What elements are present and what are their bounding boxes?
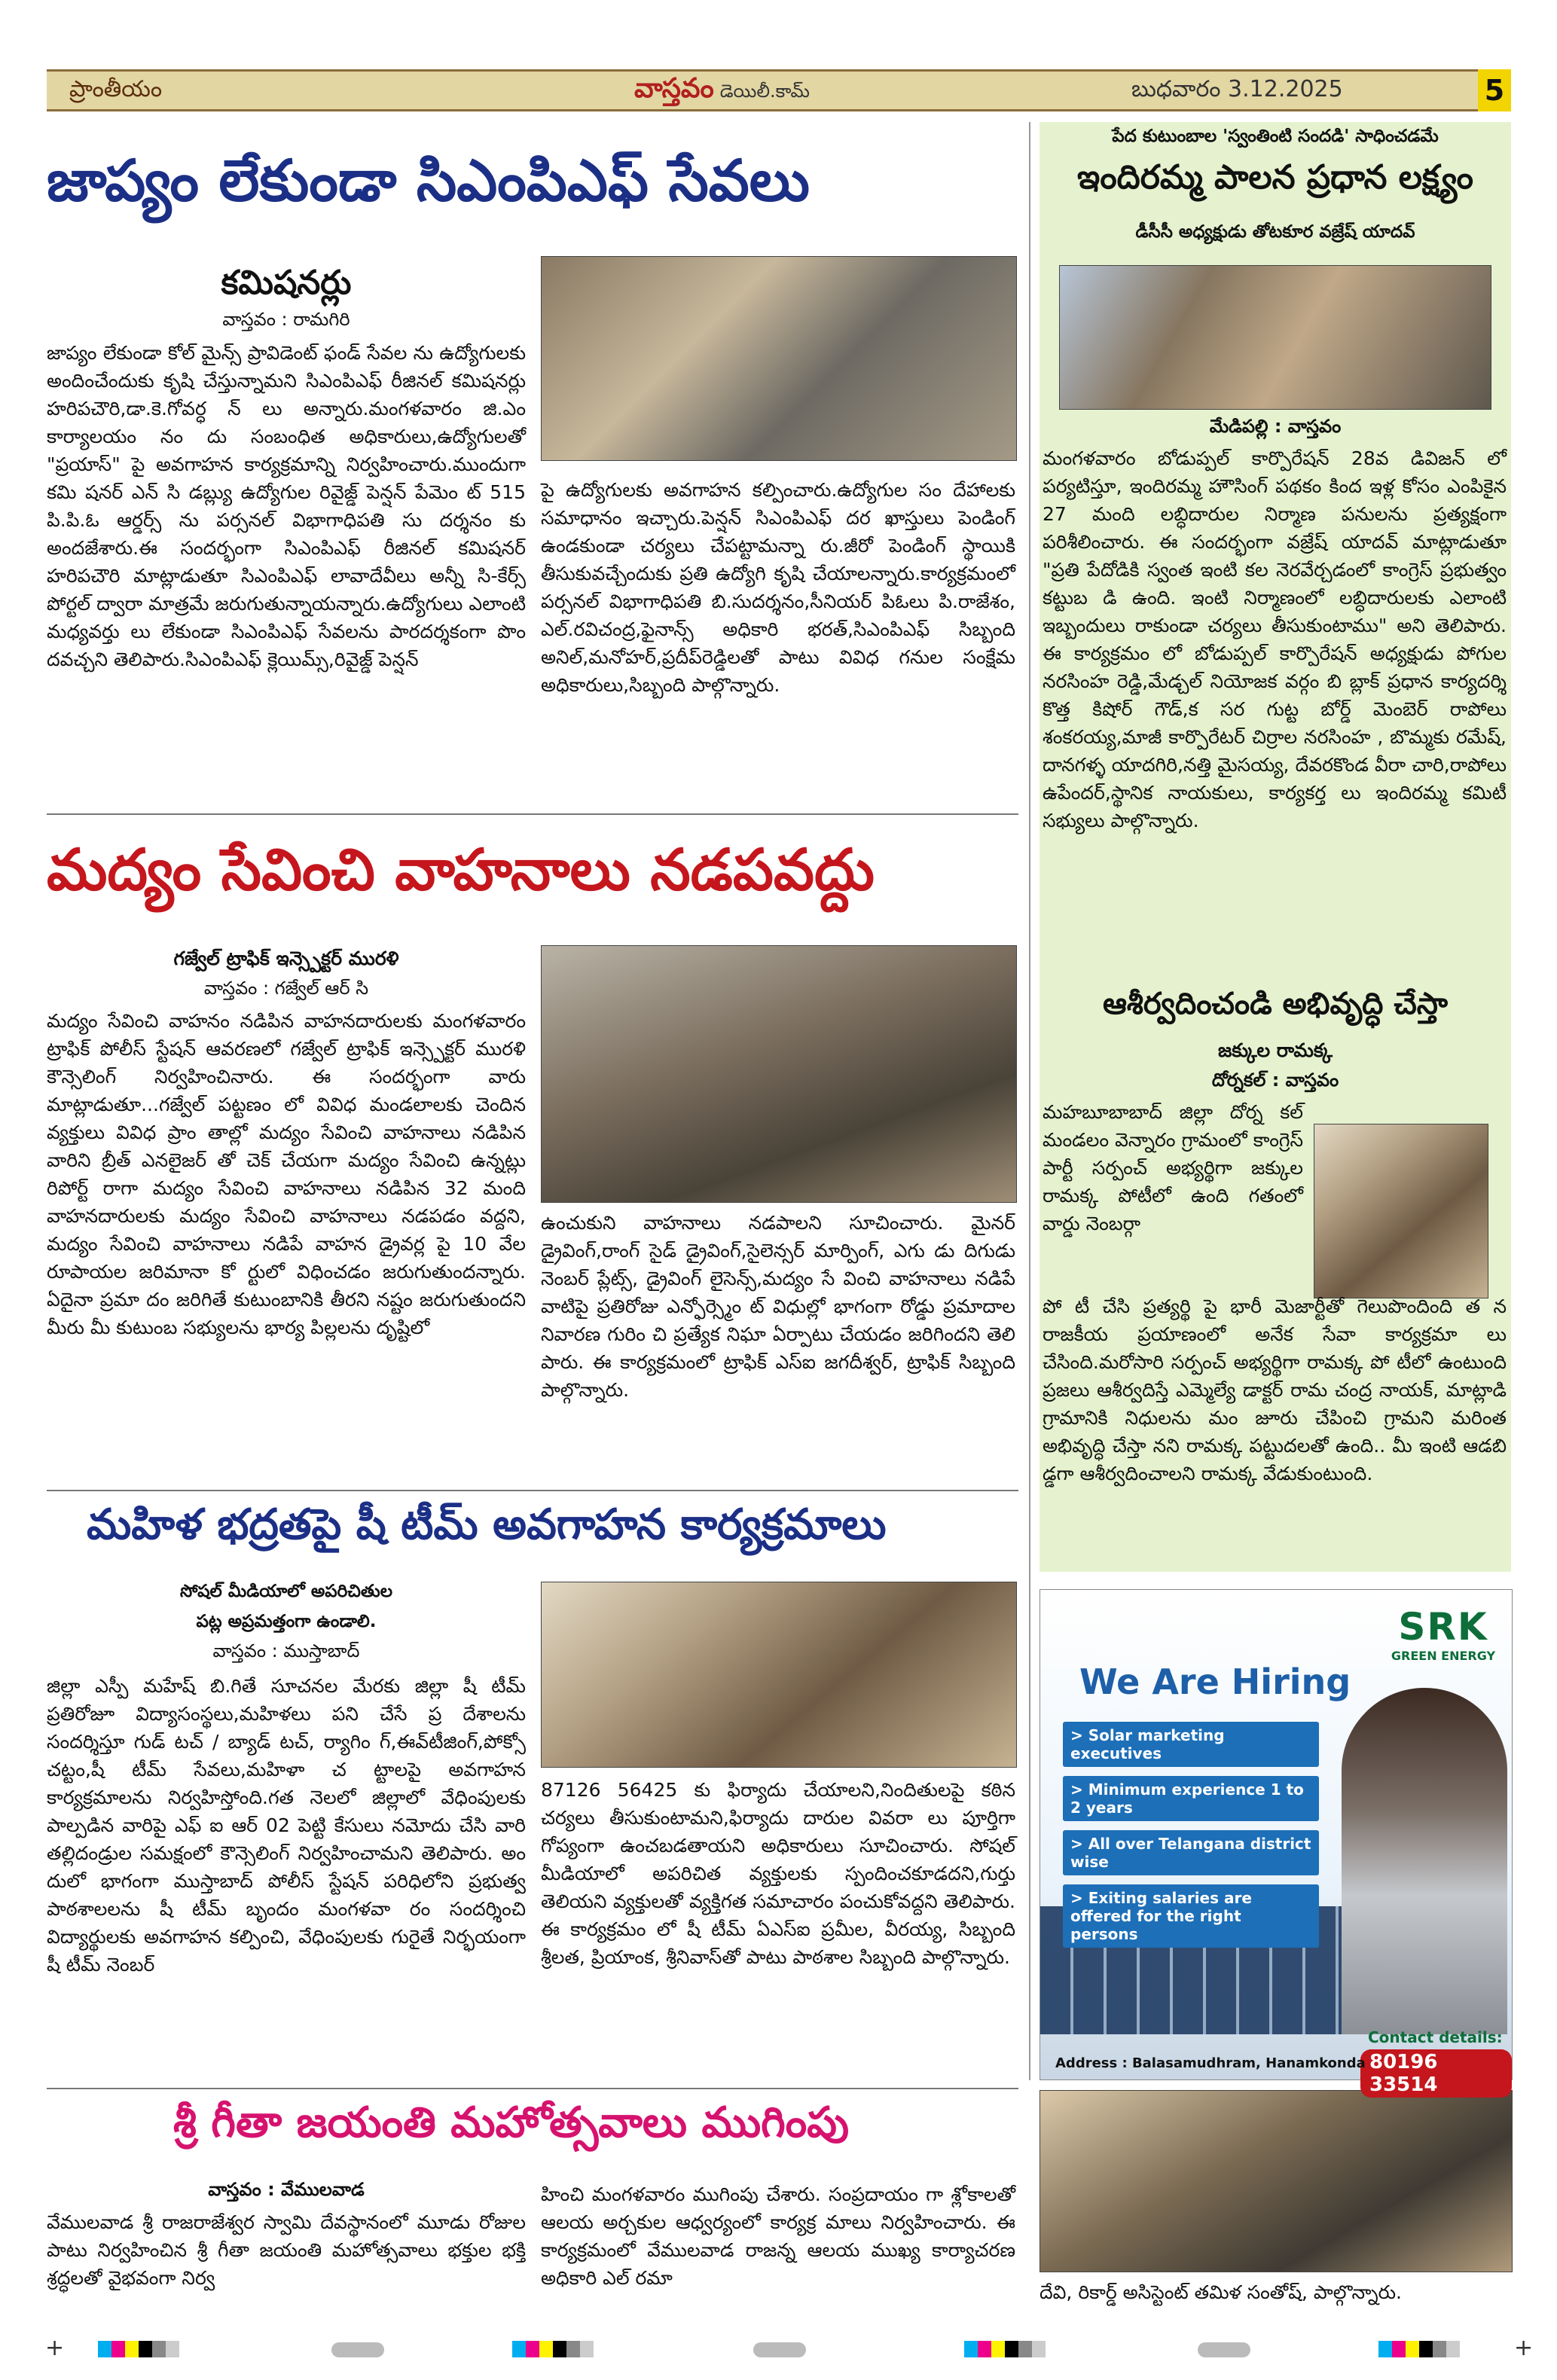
cmpf-subhead: కమిషనర్లు xyxy=(221,264,352,302)
geeta-body-col3: దేవి, రికార్డ్ అసిస్టెంట్ తమిళ సంతోష్, పాల్గొన్నారు. xyxy=(1040,2281,1403,2303)
person-image xyxy=(1342,1688,1507,2034)
registration-oval xyxy=(331,2342,384,2357)
cmpf-photo xyxy=(541,256,1017,461)
ad-list xyxy=(1063,1722,1319,1957)
cmpf-dateline: వాస్తవం : రామగిరి xyxy=(222,309,350,330)
ad-title: We Are Hiring xyxy=(1079,1661,1351,1702)
color-bar xyxy=(964,2341,1046,2357)
brand-sub: GREEN ENERGY xyxy=(1391,1649,1496,1663)
paper-website: డెయిలీ.కామ్ xyxy=(719,81,810,102)
column-divider xyxy=(1029,122,1030,2080)
ramakka-dateline: దోర్నకల్ : వాస్తవం xyxy=(1211,1069,1339,1091)
indiramma-photo xyxy=(1059,265,1491,410)
contact-label: Contact details: xyxy=(1368,2028,1503,2046)
brand-name: SRK xyxy=(1398,1605,1488,1649)
registration-oval xyxy=(1198,2342,1250,2357)
geeta-body-col1: వేములవాడ శ్రీ రాజరాజేశ్వర స్వామి దేవస్థానంలో మూడు రోజుల పాటు నిర్వహించిన శ్రీ గీతా జయంతి మహోత్సవాలు భక్తుల భక్తి శ్రద్ధలతో వైభవంగా నిర్వ xyxy=(47,2211,526,2289)
drunk-body-col2: ఉంచుకుని వాహనాలు నడపాలని సూచించారు. మైనర్ డ్రైవింగ్,రాంగ్ సైడ్ డ్రైవింగ్,సైలెన్సర్ మార్పింగ్, ఎగు డు దిగుడు నెంబర్ ప్లేట్స్, డ్రైవింగ్ లైసెన్స్,మద్యం సే వించి వాహనాలు నడిపే వాటిపై ప్రతిరోజు ఎన్ఫోర్స్మెం ట్ విధుల్లో భాగంగా రోడ్డు ప్రమాదాల నివారణ గురిం చి ప్రత్యేక నిఘా ఏర్పాటు చేయడం జరిగిందని తెలి పారు. ఈ కార్యక్రమంలో ట్రాఫిక్ ఎస్ఐ జగదీశ్వర్, ట్రాఫిక్ సిబ్బంది పాల్గొన్నారు. xyxy=(541,1212,1015,1401)
divider xyxy=(47,813,1018,815)
masthead xyxy=(47,69,1511,111)
ad-item: > Minimum experience 1 to 2 years xyxy=(1063,1776,1319,1821)
ad-item: > All over Telangana district wise xyxy=(1063,1830,1319,1875)
drunk-photo xyxy=(541,945,1017,1203)
page-number: 5 xyxy=(1478,69,1511,111)
ramakka-headline: ఆశీర్వదించండి అభివృద్ధి చేస్తా xyxy=(1103,987,1448,1021)
cmpf-body-col1: జాప్యం లేకుండా కోల్ మైన్స్ ప్రావిడెంట్ ఫండ్ సేవల ను ఉద్యోగులకు అందించేందుకు కృషి చేస్తున్నామని సిఎంపిఎఫ్ రీజినల్ కమిషనర్లు హరిపచౌరి,డా.కె.గోవర్ధ న్ లు అన్నారు.మంగళవారం జి.ఎం కార్యాలయం నం దు సంబంధిత అధికారులు,ఉద్యోగులతో "ప్రయాస్" పై అవగాహన కార్యక్రమాన్ని నిర్వహించారు.ముందుగా కమి షనర్ ఎన్ సి డబ్ల్యు ఉద్యోగుల రివైజ్డ్ పెన్షన్ పేమెం ట్ 515 పి.పి.ఓ ఆర్డర్స్ ను పర్సనల్ విభాగాధిపతి సు దర్శనం కు అందజేశారు.ఈ సందర్భంగా సిఎంపిఎఫ్ రీజినల్ కమిషనర్ హరిపచౌరి మాట్లాడుతూ సిఎంపిఎఫ్ లావాదేవీలు అన్నీ సి-కేర్స్ పోర్టల్ ద్వారా మాత్రమే జరుగుతున్నాయన్నారు.ఉద్యోగులు ఎలాంటి మధ్యవర్తు లు లేకుండా సిఎంపిఎఫ్ సేవలను పారదర్శకంగా పొం దవచ్చని తెలిపారు.సిఎంపిఎఫ్ క్లెయిమ్స్,రివైజ్డ్ పెన్షన్ xyxy=(47,342,526,670)
cmpf-headline: జాప్యం లేకుండా సిఎంపిఎఫ్ సేవలు xyxy=(47,147,810,214)
indiramma-subhead: డీసీసీ అధ్యక్షుడు తోటకూర వజ్రేష్ యాదవ్ xyxy=(1135,222,1415,242)
ramakka-subhead: జక్కుల రామక్క xyxy=(1218,1039,1333,1061)
color-bar xyxy=(512,2341,594,2357)
registration-mark-icon: + xyxy=(45,2335,65,2361)
cmpf-body-col2: పై ఉద్యోగులకు అవగాహన కల్పించారు.ఉద్యోగుల సం దేహాలకు సమాధానం ఇచ్చారు.పెన్షన్ సిఎంపిఎఫ్ దర ఖాస్తులు పెండింగ్ ఉండకుండా చర్యలు చేపట్టామన్నా రు.జీరో పెండింగ్ స్థాయికి తీసుకువచ్చేందుకు ప్రతి ఉద్యోగి కృషి చేయాలన్నారు.కార్యక్రమంలో పర్సనల్ విభాగాధిపతి బి.సుదర్శనం,సీనియర్ పిఓలు పి.రాజేశం, ఎల్.రవిచంద్ర,ఫైనాన్స్ అధికారి భరత్,సిఎంపిఎఫ్ సిబ్బంది అనిల్,మనోహర్,ప్రదీప్‌రెడ్డిలతో పాటు వివిధ గనుల సంక్షేమ అధికారులు,సిబ్బంది పాల్గొన్నారు. xyxy=(541,479,1015,696)
geeta-body-col2: హించి మంగళవారం ముగింపు చేశారు. సంప్రదాయం గా శ్లోకాలతో ఆలయ అర్చకుల ఆధ్వర్యంలో కార్యక్ర మాలు నిర్వహించారు. ఈ కార్యక్రమంలో వేములవాడ రాజన్న ఆలయ ముఖ్య కార్యాచరణ అధికారి ఎల్ రమా xyxy=(541,2183,1015,2289)
ramakka-body-wide: పో టీ చేసి ప్రత్యర్థి పై భారీ మెజార్టీతో గెలుపొందింది త న రాజకీయ ప్రయాణంలో అనేక సేవా కార్యక్రమా లు చేసింది.మరోసారి సర్పంచ్ అభ్యర్థిగా రామక్క పో టీలో ఉంటుంది ప్రజలు ఆశీర్వదిస్తే ఎమ్మెల్యే డాక్టర్ రామ చంద్ర నాయక్, మాట్లాడి గ్రామానికి నిధులను మం జూరు చేపించి గ్రామని మరింత అభివృద్ధి చేస్తా నని రామక్క పట్టుదలతో ఉంది.. మీ ఇంటి ఆడబి డ్డగా ఆశీర్వదించాలని రామక్క వేడుకుంటుంది. xyxy=(1043,1295,1507,1484)
color-bar xyxy=(1378,2341,1460,2357)
sheteam-dateline: వాస్తవం : ముస్తాబాద్ xyxy=(212,1640,360,1661)
indiramma-body: మంగళవారం బోడుప్పల్ కార్పొరేషన్ 28వ డివిజన్ లో పర్యటిస్తూ, ఇందిరమ్మ హౌసింగ్ పథకం కింద ఇళ్ల కోసం ఎంపికైన 27 మంది లబ్ధిదారుల నిర్మాణ పనులను ప్రత్యక్షంగా పరిశీలించారు. ఈ సందర్భంగా వజ్రేష్ యాదవ్ మాట్లాడుతూ "ప్రతి పేదోడికి స్వంత ఇంటి కల నెరవేర్చడంలో కాంగ్రెస్ ప్రభుత్వం కట్టుబ డి ఉంది. ఇంటి నిర్మాణంలో లబ్ధిదారులకు ఎలాంటి ఇబ్బందులు రాకుండా చర్యలు తీసుకుంటాము" అని తెలిపారు. ఈ కార్యక్రమం లో బోడుప్పల్ కార్పొరేషన్ అధ్యక్షుడు పోగుల నరసింహ రెడ్డి,మేడ్చల్ నియోజక వర్గం బి బ్లాక్ ప్రధాన కార్యదర్శి కొత్త కిషోర్ గౌడ్,క సర గుట్ట బోర్డ్ మెంబెర్ రాపోలు శంకరయ్య,మాజీ కార్పొరేటర్ చిర్రాల నరసింహ , బొమ్మకు రమేష్, దానగళ్ళ యాదగిరి,నత్తి మైసయ్య, దేవరకొండ వీరా చారి,రాపోలు ఉపేందర్,స్థానిక నాయకులు, కార్యకర్త లు ఇందిరమ్మ కమిటీ సభ్యులు పాల్గొన్నారు. xyxy=(1043,447,1507,831)
geeta-headline: శ్రీ గీతా జయంతి మహోత్సవాలు ముగింపు xyxy=(173,2098,850,2147)
hiring-ad xyxy=(1040,1589,1513,2096)
sheteam-subhead-1: సోషల్ మీడియాలో అపరిచితుల xyxy=(179,1582,393,1601)
indiramma-kicker: పేద కుటుంబాల 'స్వంతింటి సందడి' సాధించడమే xyxy=(1112,127,1439,146)
color-bar xyxy=(98,2341,179,2357)
drunk-subhead: గజ్వేల్ ట్రాఫిక్ ఇన్స్పెక్టర్ మురళి xyxy=(173,947,399,969)
sheteam-subhead-2: పట్ల అప్రమత్తంగా ఉండాలి. xyxy=(196,1612,377,1631)
drunk-body-col1: మద్యం సేవించి వాహనం నడిపిన వాహనదారులకు మంగళవారం ట్రాఫిక్ పోలీస్ స్టేషన్ ఆవరణలో గజ్వేల్ ట్రాఫిక్ ఇన్స్పెక్టర్ మురళి కౌన్సెలింగ్ నిర్వహించినారు. ఈ సందర్భంగా వారు మాట్లాడుతూ...గజ్వేల్ పట్టణం లో వివిధ మండలాలకు చెందిన వ్యక్తులు వివిధ ప్రాం తాల్లో మద్యం సేవించి వాహనాలు నడిపిన వారిని బ్రీత్ ఎనలైజర్ తో చెక్ చేయగా మద్యం సేవించి ఉన్నట్లు రిపోర్ట్ రాగా మద్యం సేవించి వాహనాలు నడిపిన 32 మంది వాహనదారులకు మద్యం సేవించి వాహనాలు నడపడం వద్దని, మద్యం సేవించి వాహనాలు నడిపే వాహన డ్రైవర్ల పై 10 వేల రూపాయల జరిమానా కో ర్టులో విధించడం జరుగుతుందన్నారు. ఏదైనా ప్రమా దం జరిగితే కుటుంబానికి తీరని నష్టం జరుగుతుందని మీరు మీ కుటుంబ సభ్యులను భార్య పిల్లలను దృష్టిలో xyxy=(47,1010,526,1338)
divider xyxy=(47,1490,1018,1491)
contact-phone: 80196 33514 xyxy=(1360,2049,1512,2098)
sheteam-photo xyxy=(541,1582,1017,1768)
ramakka-photo xyxy=(1314,1124,1488,1298)
srk-logo xyxy=(1387,1605,1500,1663)
indiramma-dateline: మేడిపల్లి : వాస్తవం xyxy=(1209,416,1342,437)
section-label: ప్రాంతీయం xyxy=(69,76,163,102)
paper-name: వాస్తవం xyxy=(634,73,714,104)
ramakka-body-narrow: మహబూబాబాద్ జిల్లా దోర్న కల్ మండలం వెన్నారం గ్రామంలో కాంగ్రెస్ పార్టీ సర్పంచ్ అభ్యర్థిగా జక్కుల రామక్క పోటీలో ఉంది గతంలో వార్డు నెంబర్గా xyxy=(1043,1101,1303,1234)
indiramma-headline: ఇందిరమ్మ పాలన ప్రధాన లక్ష్యం xyxy=(1077,158,1473,197)
drunk-dateline: వాస్తవం : గజ్వేల్ ఆర్ సి xyxy=(203,978,369,999)
geeta-dateline: వాస్తవం : వేములవాడ xyxy=(208,2179,365,2200)
sheteam-body-col2: 87126 56425 కు ఫిర్యాదు చేయాలని,నిందితులపై కఠిన చర్యలు తీసుకుంటామని,ఫిర్యాదు దారుల వివరా లు పూర్తిగా గోప్యంగా ఉంచబడతాయని అధికారులు సూచించారు. సోషల్ మీడియాలో అపరిచిత వ్యక్తులకు స్పందించకూడదని,గుర్తు తెలియని వ్యక్తులతో వ్యక్తిగత సమాచారం పంచుకోవద్దని తెలిపారు. ఈ కార్యక్రమం లో షీ టీమ్ ఏఎస్ఐ ప్రమీల, వీరయ్య, సిబ్బంది శ్రీలత, ప్రియాంక, శ్రీనివాస్‌తో పాటు పాఠశాల సిబ్బంది పాల్గొన్నారు. xyxy=(541,1779,1015,1968)
ad-address: Address : Balasamudhram, Hanamkonda xyxy=(1055,2055,1366,2071)
sheteam-headline: మహిళ భద్రతపై షీ టీమ్ అవగాహన కార్యక్రమాలు xyxy=(87,1500,887,1549)
registration-oval xyxy=(753,2342,806,2357)
paper-title xyxy=(634,73,810,111)
registration-mark-icon: + xyxy=(1514,2335,1534,2361)
drunk-headline: మద్యం సేవించి వాహనాలు నడపవద్దు xyxy=(47,836,875,903)
ad-item: > Solar marketing executives xyxy=(1063,1722,1319,1767)
issue-date: బుధవారం 3.12.2025 xyxy=(1131,76,1343,102)
ad-item: > Exiting salaries are offered for the right persons xyxy=(1063,1884,1319,1948)
sheteam-body-col1: జిల్లా ఎస్పీ మహేష్ బి.గితే సూచనల మేరకు జిల్లా షీ టీమ్ ప్రతిరోజూ విద్యాసంస్థలు,మహిళలు పని చేసే ప్ర దేశాలను సందర్శిస్తూ గుడ్ టచ్ / బ్యాడ్ టచ్, ర్యాగిం గ్,ఈవ్‌టీజింగ్,పోక్సో చట్టం,షీ టీమ్ సేవలు,మహిళా చ ట్టాలపై అవగాహన కార్యక్రమాలను నిర్వహిస్తోంది.గత నెలలో జిల్లాలో వేధింపులకు పాల్పడిన వారిపై ఎఫ్ ఐ ఆర్ 02 పెట్టి కేసులు నమోదు చేసి వారి తల్లిదండ్రుల సమక్షంలో కౌన్సెలింగ్ నిర్వహించామని తెలిపారు. అం దులో భాగంగా ముస్తాబాద్ పోలీస్ స్టేషన్ పరిధిలోని ప్రభుత్వ పాఠశాలలను షీ టీమ్ బృందం మంగళవా రం సందర్శించి విద్యార్థులకు అవగాహన కల్పించి, వేధింపులకు గురైతే నిర్భయంగా షీ టీమ్ నెంబర్ xyxy=(47,1675,526,1976)
geeta-photo xyxy=(1040,2090,1513,2272)
divider xyxy=(47,2088,1018,2089)
